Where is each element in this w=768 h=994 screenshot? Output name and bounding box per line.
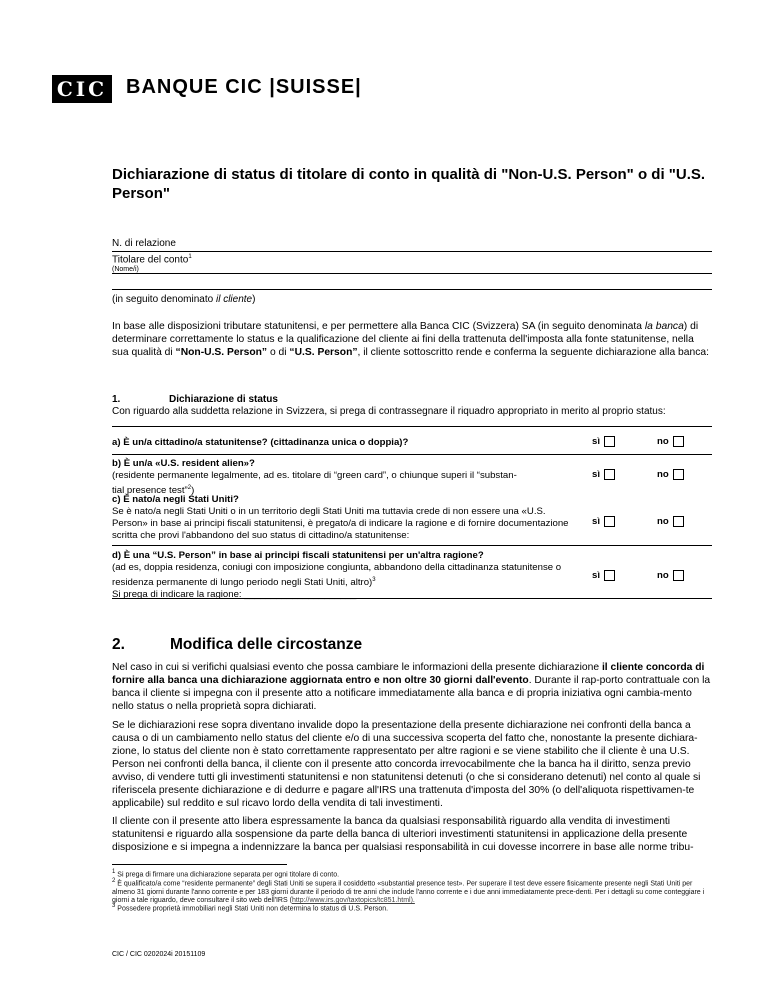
logo-text: BANQUE CIC |SUISSE| <box>126 76 362 98</box>
intro-paragraph: In base alle disposizioni tributare statunitensi, e per permettere alla Banca CIC (Svizzera) SA (in seguito denominata la banca) di determinare correttamente lo status e la qualificazione del cliente ai fini della trattenuta dell'imposta alla fonte statunitense, nella sua qualità di “Non-U.S. Person” o di “U.S. Person”, il cliente sottoscritto rende e conferma la seguente dichiarazione alla banca: <box>112 321 709 358</box>
question-c-yes[interactable]: sì <box>592 516 615 527</box>
document-code: CIC / CIC 0202024i 20151109 <box>112 951 206 958</box>
account-holder-field-2[interactable] <box>112 289 712 290</box>
relation-number-field[interactable] <box>112 251 712 252</box>
section2-paragraph-2: Se le dichiarazioni rese sopra diventano invalide dopo la presentazione della presente dichiarazione nei confronti della banca a causa o di un cambiamento nello status del cliente e/o di una successiva scoperta del fatto che, nonostante la presente dichiara-zione, lo status del cliente non è stato correttamente rappresentato per altre ragioni e se viene stabilito che il cliente è una U.S. Person nei confronti della banca, il cliente con il presente atto concorda irrevocabilmente che la banca ha il diritto, senza previo avviso, di vendere tutti gli investimenti statunitensi e non statunitensi detenuti (o che si considerano detenuti) nel conto al quale si riferiscela presente dichiarazione e di dedurre e pagare all'IRS una trattenuta d'imposta del 30% (o dell'aliquota rispettivamen-te applicabile) sul reddito e sul ricavo lordo della vendita di tali investimenti. <box>112 720 701 809</box>
footnote-2: $^2$ È qualificato/a come “residente permanente” degli Stati Uniti se supera il cosiddetto «substantial presence test». Per superare il test deve essere fisicamente presente negli Stati Uniti per almeno 31 giorni durante l'anno corrente e per 183 giorni durante il periodo di tre anni che include l'anno corrente e i due anni immediatamente prece-denti. Per i dettagli su come conteggiare i giorni a tale riguardo, deve consultare il sito web dell'IRS (http://www.irs.gov/taxtopics/tc851.html). <box>112 878 705 905</box>
account-holder-field[interactable] <box>112 273 712 274</box>
checkbox[interactable] <box>604 516 615 527</box>
question-c: c) È nato/a negli Stati Uniti? Se è nato/a negli Stati Uniti o in un territorio degli Stati Uniti ma tuttavia crede di non essere una «U.S. Person» in base ai principi fiscali statunitensi, è pregato/a di indicare la ragione e di fornire documentazione scritta che provi l'abbandono del suo status di cittadino/a statunitense: <box>112 494 569 541</box>
table-bottom-rule <box>112 598 712 599</box>
relation-number-label: N. di relazione <box>112 238 176 249</box>
footnote-separator <box>112 864 287 865</box>
checkbox[interactable] <box>604 570 615 581</box>
section2-paragraph-3: Il cliente con il presente atto libera espressamente la banca da qualsiasi responsabilità riguardo alla vendita di investimenti statunitensi e riguardo alla sospensione da parte della banca di ulteriori investimenti statunitensi in applicazione della presente disposizione e si impegna a indennizzare la banca per qualsiasi responsabilità in cui dovesse incorrere in base alle norme tribu- <box>112 816 694 853</box>
page-title: Dichiarazione di status di titolare di conto in qualità di "Non-U.S. Person" o di "U.S. Person" <box>112 166 706 202</box>
section2-number: 2. <box>112 636 125 653</box>
question-a-no[interactable]: no <box>657 436 684 447</box>
question-b-yes[interactable]: sì <box>592 469 615 480</box>
question-d-yes[interactable]: sì <box>592 570 615 581</box>
checkbox[interactable] <box>673 436 684 447</box>
checkbox[interactable] <box>673 570 684 581</box>
checkbox[interactable] <box>604 469 615 480</box>
account-holder-label: Titolare del conto$^1$ <box>112 254 192 266</box>
checkbox[interactable] <box>604 436 615 447</box>
question-d: d) È una “U.S. Person” in base ai principi fiscali statunitensi per un'altra ragione? (ad es, doppia residenza, coniugi con imposizione congiunta, abbandono della cittadinanza statunitense o residenza permanente di lungo periodo negli Stati Uniti, altro)$^3$ Si prega di indicare la ragione: _____________________ <box>112 550 562 601</box>
question-a-yes[interactable]: sì <box>592 436 615 447</box>
section1-number: 1. <box>112 394 121 405</box>
logo-mark: CIC <box>52 75 112 103</box>
question-b-no[interactable]: no <box>657 469 684 480</box>
question-c-no[interactable]: no <box>657 516 684 527</box>
table-rule <box>112 545 712 546</box>
section1-lead: Con riguardo alla suddetta relazione in Svizzera, si prega di contrassegnare il riquadro appropriato in merito al proprio status: <box>112 406 666 417</box>
footnote-1: $^1$ Si prega di firmare una dichiarazione separata per ogni titolare di conto. <box>112 869 340 879</box>
section2-paragraph-1: Nel caso in cui si verifichi qualsiasi evento che possa cambiare le informazioni della presente dichiarazione il cliente concorda di fornire alla banca una dichiarazione aggiornata entro e non oltre 30 giorni dall'evento. Durante il rap-porto contrattuale con la banca il cliente si impegna con il presente atto a notificare immediatamente alla banca e di propria iniziativa ogni cambia-mento nello status o nella proprietà sopra dichiarati. <box>112 662 711 712</box>
question-b: b) È un/a «U.S. resident alien»? (residente permanente legalmente, ad es. titolare di “green card”, o chiunque superi il “substan- tial presence test”$^2$) <box>112 458 517 497</box>
irs-link[interactable]: http://www.irs.gov/taxtopics/tc851.html). <box>291 897 415 905</box>
section1-heading: Dichiarazione di status <box>169 394 278 405</box>
footnote-3: $^3$ Possedere proprietà immobiliari negli Stati Uniti non determina lo status di U.S. Person. <box>112 903 389 913</box>
checkbox[interactable] <box>673 469 684 480</box>
checkbox[interactable] <box>673 516 684 527</box>
table-top-rule <box>112 426 712 427</box>
question-d-no[interactable]: no <box>657 570 684 581</box>
question-a: a) È un/a cittadino/a statunitense? (cittadinanza unica o doppia)? <box>112 437 409 448</box>
table-rule <box>112 454 712 455</box>
account-holder-sublabel: (Nome/i) <box>112 266 139 273</box>
section2-heading: Modifica delle circostanze <box>170 636 363 653</box>
hereinafter-note: (in seguito denominato il cliente) <box>112 294 256 305</box>
